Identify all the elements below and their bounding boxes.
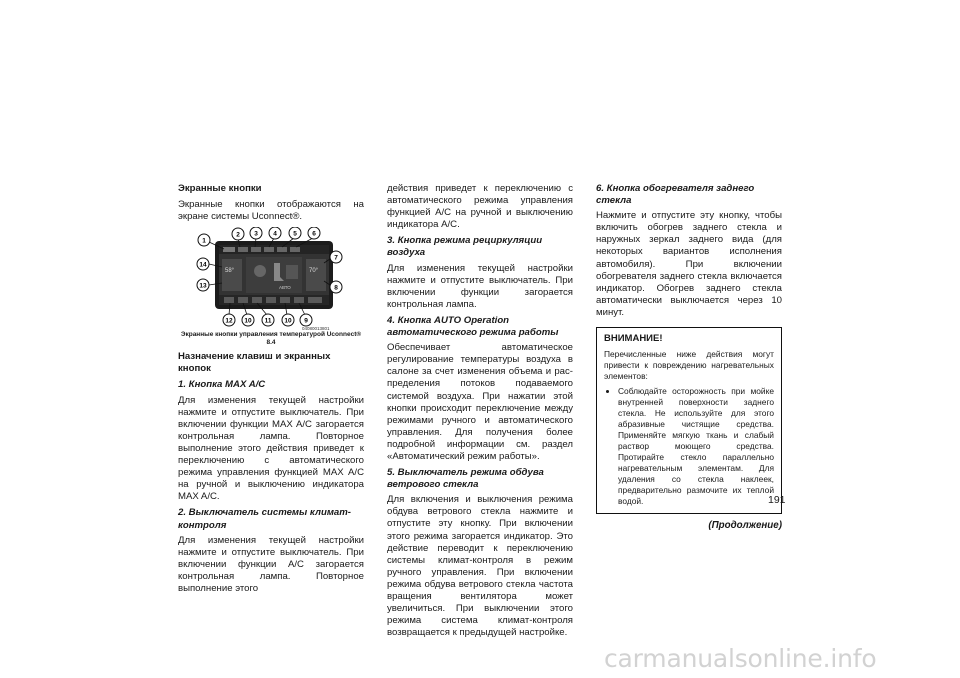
callout-8 [330,281,342,293]
figure-caption: Экранные кнопки управления температурой Uconnect® 8.4 [180,331,362,347]
svg-text:14: 14 [199,261,207,269]
column-middle [387,183,573,642]
warning-title: ВНИМАНИЕ! [604,333,663,345]
item6-text: Нажмите и отпустите эту кнопку, чтобы включить обогрев заднего стекла и наружных зеркал заднего вида (для некоторых вариантов исполнения автомобиля). При включении обогревателя заднего стекла включается индикатор. Обогрев заднего стекла автоматически выключается через 10 минут. [596,210,782,318]
item3-text: Для изменения текущей настройки нажмите и отпустите выключатель. При включении функции загорается контрольная лампа. [387,262,573,310]
warning-intro: Перечисленные ниже действия могут привести к повреждению нагревательных элементов: [604,349,774,382]
callout-10b [282,314,294,326]
svg-text:11: 11 [264,317,272,325]
callout-12 [223,314,235,326]
item2-continued-text: действия приведет к переключению с автоматического режима управления функцией A/C на ручной и выключению индикатора A/C. [387,183,573,231]
item1-text: Для изменения текущей настройки нажмите и отпустите выключатель. При включении функции MAX A/C загорается контрольная лампа. Повторное выполнение этого действия приведет к переключению с автоматического режима управления функцией MAX A/C на ручной и выключению индикатора MAX A/C. [178,394,364,503]
callout-4 [269,227,281,239]
figure-callouts [178,227,364,327]
paragraph-intro: Экранные кнопки отображаются на экране системы Uconnect®. [178,199,364,223]
svg-text:7: 7 [334,254,338,262]
page-number: 191 [768,494,786,506]
callout-13 [197,279,209,291]
item2-text: Для изменения текущей настройки нажмите и отпустите выключатель. При включении функции A/C загорается контрольная лампа. Повторное выполнение этого [178,534,364,594]
svg-text:4: 4 [273,230,277,238]
figure-code: 04080013801 [302,326,330,332]
svg-text:13: 13 [199,282,207,290]
item6-title: 6. Кнопка обогревателя заднего стекла [596,183,755,207]
svg-text:8: 8 [334,284,338,292]
svg-text:10: 10 [244,317,252,325]
svg-text:5: 5 [293,230,297,238]
callout-3 [250,227,262,239]
driver-temp-label: 58° [225,268,235,275]
climate-screen-figure [178,227,364,345]
svg-text:12: 12 [225,317,233,325]
item4-title: 4. Кнопка AUTO Operation автоматического режима работы [387,314,559,339]
column-left [178,183,364,598]
item1-title: 1. Кнопка MAX A/C [178,379,266,391]
item3-title: 3. Кнопка режима рециркуляции воздуха [387,235,543,259]
continued-label: (Продолжение) [708,520,782,532]
column-right [596,183,782,532]
svg-text:2: 2 [236,231,240,239]
svg-text:3: 3 [254,230,258,238]
callout-6 [308,227,320,239]
callout-10a [242,314,254,326]
svg-text:6: 6 [312,230,316,238]
warning-bullet: • Соблюдайте осторожность при мойке внутренней поверхности заднего стекла. Не используйте для этого абразивные чистящие средства. Применяйте мягкую ткань и слабый раствор моющего средства. Протирайте стекло параллельно нагревательным элементам. Для удаления со стекла наклеек, предварительно размочите их теплой водой. [618,386,774,507]
mode-label: АВТО [279,285,291,291]
item2-title: 2. Выключатель системы климат-контроля [178,507,351,531]
callout-11 [262,314,274,326]
section-heading-screen-buttons: Экранные кнопки [178,183,262,194]
svg-text:10: 10 [284,317,292,325]
item5-text: Для включения и выключения режима обдува ветрового стекла нажмите и отпустите эту кнопку. При включении этого режима загорается индикатор. Это действие переводит к переключению системы климат-контроля в режим ручного управления. При включении режима обдува ветрового стекла частота вращения вентилятора может увеличиться. При выключении этого режима система климат-контроля возвращается к предыдущей настройке. [387,494,573,639]
passenger-temp-label: 70° [309,268,319,275]
svg-text:9: 9 [304,317,308,325]
svg-text:1: 1 [202,237,206,245]
callout-14 [197,258,209,270]
watermark: carmanualsonline.info [604,644,877,673]
warning-box [596,327,782,514]
callout-2 [232,228,244,240]
warning-list [604,386,774,507]
callout-5 [289,227,301,239]
item4-text: Обеспечивает автоматическое регулирование температуры воздуха в салоне за счет изменения объема и распределения потоков подаваемого системой воздуха. При нажатии этой кнопки происходит переключение между режимами ручного и автоматического управления. Для получения более подробной информации см. раздел «Автоматический режим работы». [387,342,573,462]
callout-1 [198,234,210,246]
section-heading-assignment: Назначение клавиш и экранных кнопок [178,351,331,375]
callout-7 [330,251,342,263]
item5-title: 5. Выключатель режима обдува ветрового стекла [387,467,544,491]
